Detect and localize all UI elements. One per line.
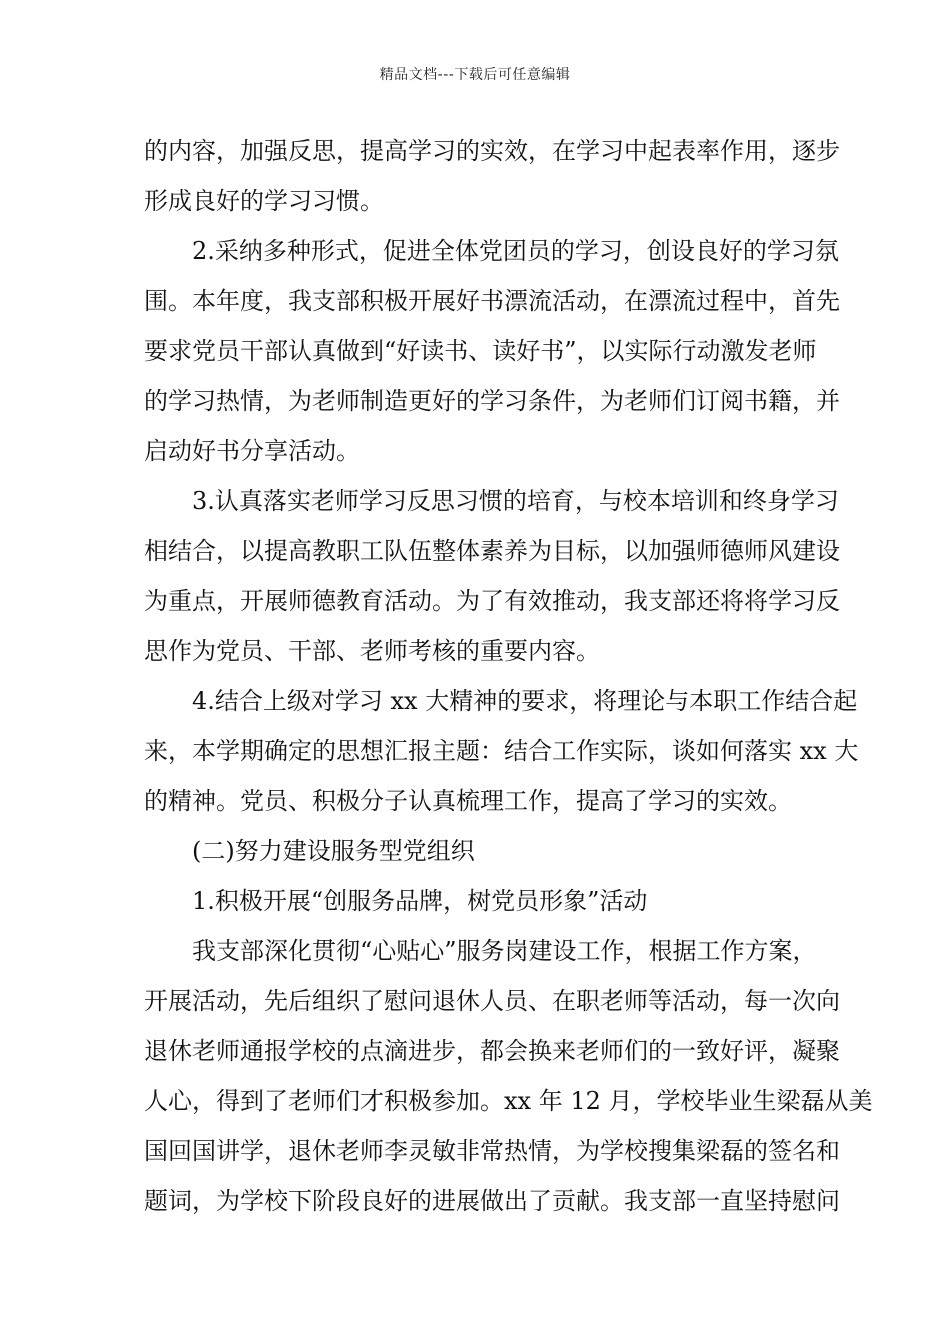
text-line: 要求党员干部认真做到“好读书、读好书”，以实际行动激发老师 <box>144 337 817 365</box>
text-line: 我支部深化贯彻“心贴心”服务岗建设工作，根据工作方案， <box>192 937 817 965</box>
text-line: 形成良好的学习习惯。 <box>144 187 384 215</box>
text-line: 围。本年度，我支部积极开展好书漂流活动，在漂流过程中，首先 <box>144 287 840 315</box>
text-line: 来，本学期确定的思想汇报主题：结合工作实际，谈如何落实 xx 大 <box>144 737 859 765</box>
text-line: 4.结合上级对学习 xx 大精神的要求，将理论与本职工作结合起 <box>192 687 858 715</box>
text-line: 相结合，以提高教职工队伍整体素养为目标，以加强师德师风建设 <box>144 537 840 565</box>
text-line: 国回国讲学，退休老师李灵敏非常热情，为学校搜集梁磊的签名和 <box>144 1137 840 1165</box>
text-line: 题词，为学校下阶段良好的进展做出了贡献。我支部一直坚持慰问 <box>144 1187 840 1215</box>
text-line: 人心，得到了老师们才积极参加。xx 年 12 月，学校毕业生梁磊从美 <box>144 1087 873 1115</box>
text-line: 为重点，开展师德教育活动。为了有效推动，我支部还将将学习反 <box>144 587 840 615</box>
page-header: 精品文档---下载后可任意编辑 <box>379 67 571 83</box>
text-line: 2.采纳多种形式，促进全体党团员的学习，创设良好的学习氛 <box>192 237 839 265</box>
text-line: 的内容，加强反思，提高学习的实效，在学习中起表率作用，逐步 <box>144 137 840 165</box>
text-line: 思作为党员、干部、老师考核的重要内容。 <box>144 637 600 665</box>
text-line: 开展活动，先后组织了慰问退休人员、在职老师等活动，每一次向 <box>144 987 840 1015</box>
section-heading: (二)努力建设服务型党组织 <box>192 837 475 865</box>
text-line: 退休老师通报学校的点滴进步，都会换来老师们的一致好评，凝聚 <box>144 1037 840 1065</box>
text-line: 的学习热情，为老师制造更好的学习条件，为老师们订阅书籍，并 <box>144 387 840 415</box>
document-body <box>144 126 873 1226</box>
text-line: 3.认真落实老师学习反思习惯的培育，与校本培训和终身学习 <box>192 487 839 515</box>
text-line: 的精神。党员、积极分子认真梳理工作，提高了学习的实效。 <box>144 787 792 815</box>
subsection-heading: 1.积极开展“创服务品牌，树党员形象”活动 <box>192 887 648 915</box>
text-line: 启动好书分享活动。 <box>144 437 360 465</box>
